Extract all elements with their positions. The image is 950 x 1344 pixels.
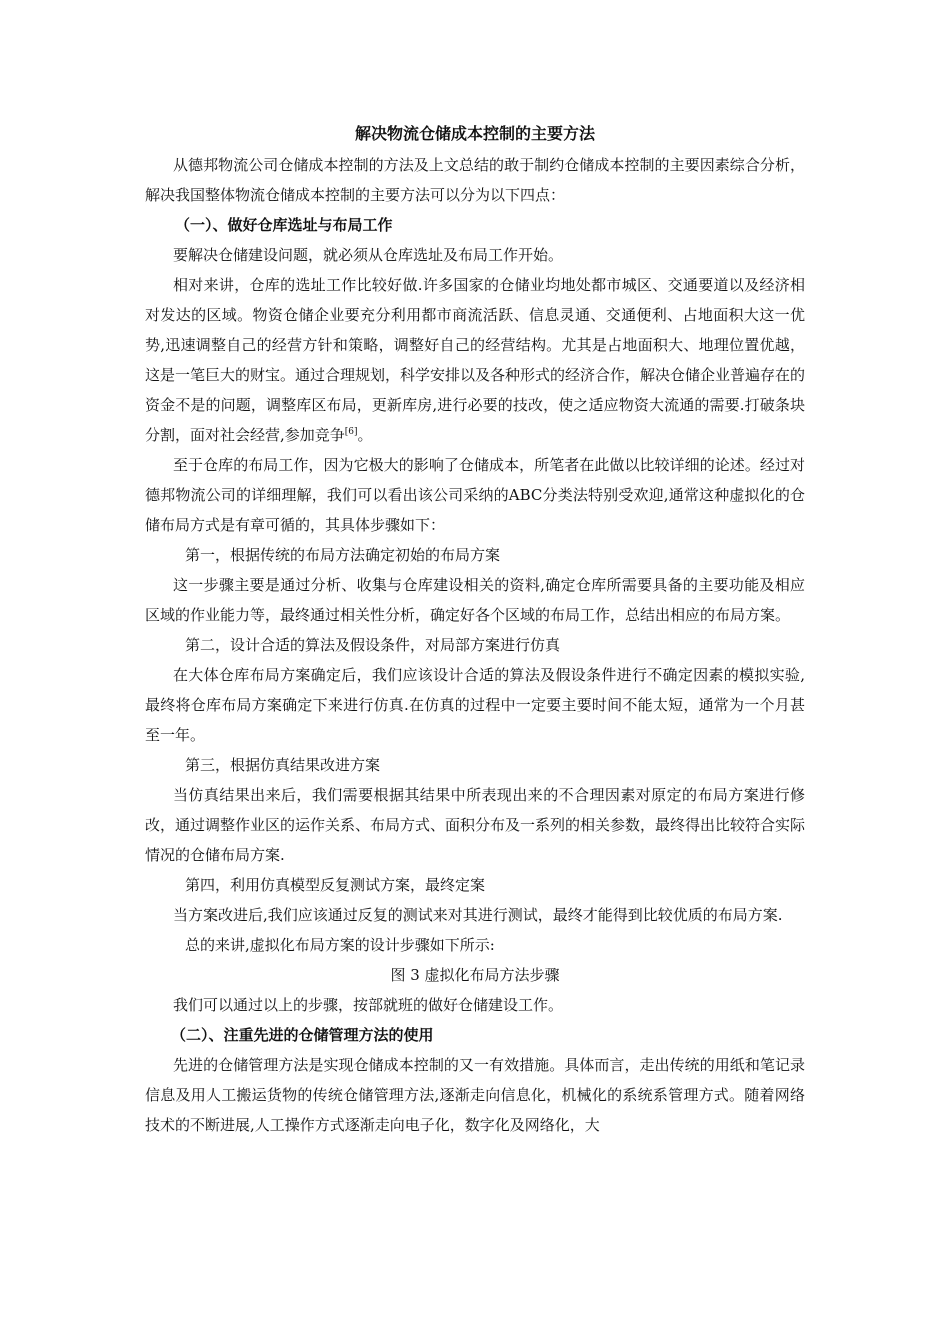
paragraph: 要解决仓储建设问题，就必须从仓库选址及布局工作开始。: [173, 246, 564, 264]
paragraph-site-selection: [145, 270, 805, 450]
paragraph-end: 。: [357, 426, 373, 444]
step-title-3: 第三，根据仿真结果改进方案: [185, 756, 381, 774]
step-title-1: 第一，根据传统的布局方法确定初始的布局方案: [185, 546, 501, 564]
paragraph-layout: 至于仓库的布局工作，因为它极大的影响了仓储成本，所笔者在此做以比较详细的论述。经过对德邦物流公司的详细理解，我们可以看出该公司采纳的ABC分类法特别受欢迎,通常这种虚拟化的仓储布局方式是有章可循的，其具体步骤如下：: [145, 456, 805, 534]
summary-line: 总的来讲,虚拟化布局方案的设计步骤如下所示:: [185, 936, 495, 954]
citation-ref: [6]: [344, 427, 358, 437]
document-page: [145, 118, 805, 1140]
section-heading-2: （二）、注重先进的仓储管理方法的使用: [171, 1026, 434, 1044]
section-heading-1: （一）、做好仓库选址与布局工作: [175, 216, 393, 234]
paragraph-text: 相对来讲，仓库的选址工作比较好做.许多国家的仓储业均地处都市城区、交通要道以及经济相对发达的区域。物资仓储企业要充分利用都市商流活跃、信息灵通、交通便利、占地面积大这一优势,迅速调整自己的经营方针和策略，调整好自己的经营结构。尤其是占地面积大、地理位置优越，这是一笔巨大的财宝。通过合理规划，科学安排以及各种形式的经济合作，解决仓储企业普遍存在的资金不是的问题，调整库区布局，更新库房,进行必要的技改，使之适应物资大流通的需要.打破条块分割，面对社会经营,参加竞争: [145, 276, 806, 444]
step-body-3: 当仿真结果出来后，我们需要根据其结果中所表现出来的不合理因素对原定的布局方案进行修改，通过调整作业区的运作关系、布局方式、面积分布及一系列的相关参数，最终得出比较符合实际情况的仓储布局方案.: [145, 786, 806, 864]
step-title-4: 第四，利用仿真模型反复测试方案，最终定案: [185, 876, 486, 894]
closing-line: 我们可以通过以上的步骤，按部就班的做好仓储建设工作。: [173, 996, 564, 1014]
step-body-1: 这一步骤主要是通过分析、收集与仓库建设相关的资料,确定仓库所需要具备的主要功能及相应区域的作业能力等，最终通过相关性分析，确定好各个区域的布局工作，总结出相应的布局方案。: [145, 576, 805, 624]
step-body-4: 当方案改进后,我们应该通过反复的测试来对其进行测试，最终才能得到比较优质的布局方案.: [173, 906, 783, 924]
document-title: 解决物流仓储成本控制的主要方法: [354, 124, 595, 143]
figure-caption: 图 3 虚拟化布局方法步骤: [390, 966, 560, 984]
intro-paragraph: 从德邦物流公司仓储成本控制的方法及上文总结的敢于制约仓储成本控制的主要因素综合分析，解决我国整体物流仓储成本控制的主要方法可以分为以下四点：: [145, 156, 805, 204]
step-title-2: 第二，设计合适的算法及假设条件，对局部方案进行仿真: [185, 636, 561, 654]
paragraph-management: 先进的仓储管理方法是实现仓储成本控制的又一有效措施。具体而言，走出传统的用纸和笔记录信息及用人工搬运货物的传统仓储管理方法,逐渐走向信息化，机械化的系统系管理方式。随着网络技术的不断进展,人工操作方式逐渐走向电子化，数字化及网络化，大: [145, 1056, 805, 1134]
step-body-2: 在大体仓库布局方案确定后，我们应该设计合适的算法及假设条件进行不确定因素的模拟实验,最终将仓库布局方案确定下来进行仿真.在仿真的过程中一定要主要时间不能太短，通常为一个月甚至一年。: [145, 666, 805, 744]
